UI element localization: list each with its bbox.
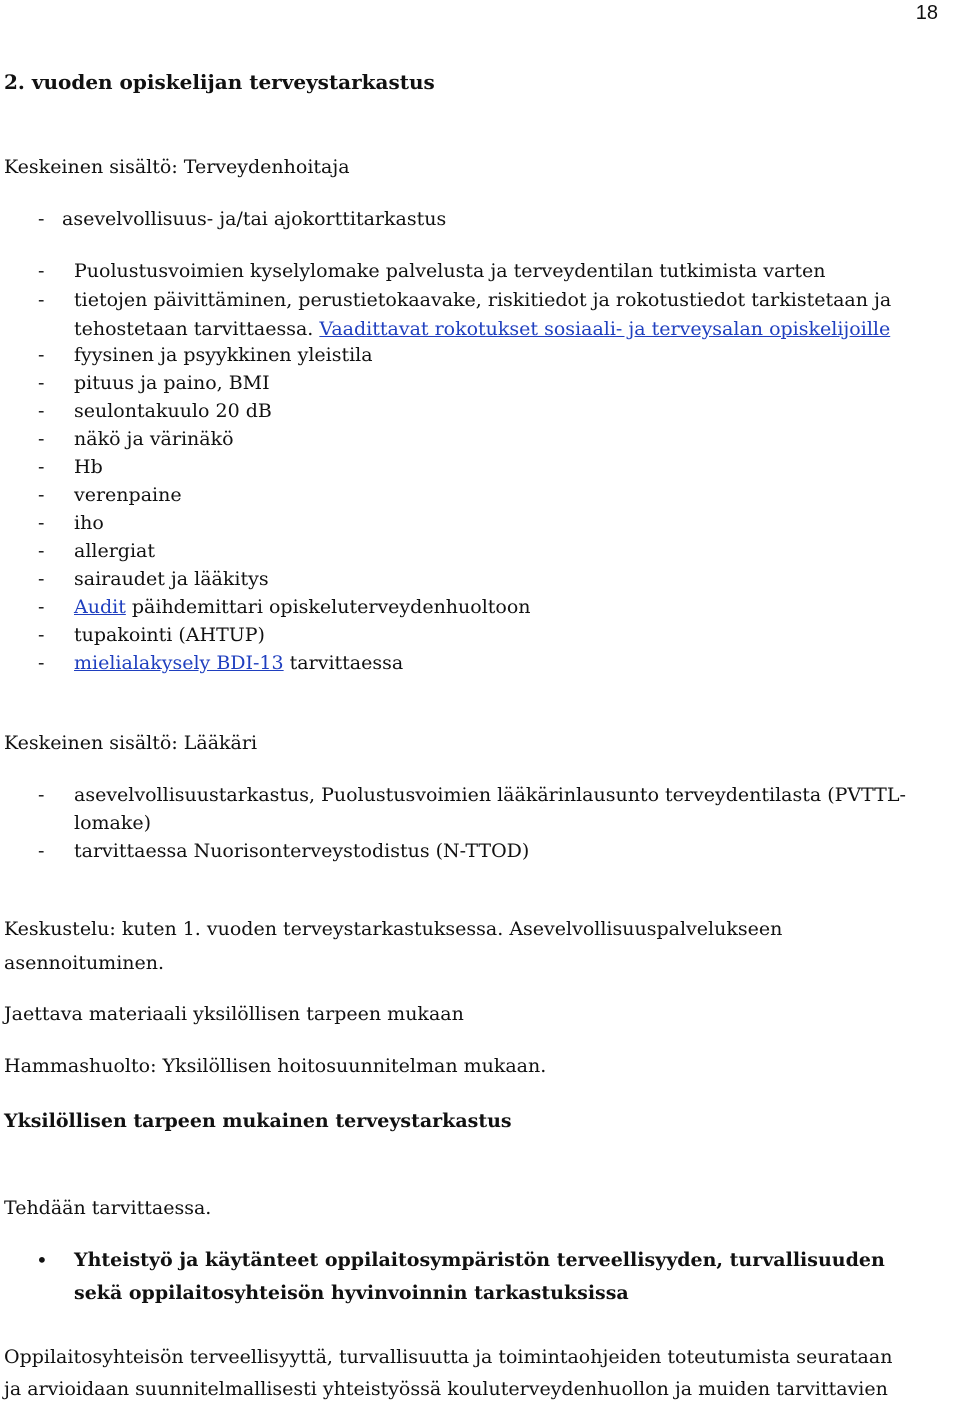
final-paragraph-line: Oppilaitosyhteisön terveellisyyttä, turvallisuutta ja toimintaohjeiden toteutumista seurataan	[4, 1346, 893, 1368]
list-dash: -	[38, 512, 45, 534]
page-title: 2. vuoden opiskelijan terveystarkastus	[4, 70, 435, 94]
list-item: iho	[74, 512, 104, 534]
list-dash: -	[38, 540, 45, 562]
list-dash: -	[38, 484, 45, 506]
list-dash: -	[38, 624, 45, 646]
vaccination-link[interactable]: Vaadittavat rokotukset sosiaali- ja terveysalan opiskelijoille	[319, 318, 891, 340]
list-item: fyysinen ja psyykkinen yleistila	[74, 344, 373, 366]
list-dash: -	[38, 208, 45, 230]
list-item: tupakointi (AHTUP)	[74, 624, 265, 646]
bdi-link[interactable]: mielialakysely BDI-13	[74, 652, 284, 674]
list-item: pituus ja paino, BMI	[74, 372, 270, 394]
list-dash: -	[38, 784, 45, 806]
dental-care-text: Hammashuolto: Yksilöllisen hoitosuunnitelman mukaan.	[4, 1055, 547, 1077]
list-item: Hb	[74, 456, 103, 478]
list-item: verenpaine	[74, 484, 182, 506]
list-dash: -	[38, 344, 45, 366]
material-text: Jaettava materiaali yksilöllisen tarpeen mukaan	[4, 1003, 464, 1025]
list-item: allergiat	[74, 540, 156, 562]
list-dash: -	[38, 568, 45, 590]
list-dash: -	[38, 652, 45, 674]
list-item: sairaudet ja lääkitys	[74, 568, 269, 590]
list-dash: -	[38, 840, 45, 862]
section-heading-doctor: Keskeinen sisältö: Lääkäri	[4, 732, 258, 754]
audit-link[interactable]: Audit	[74, 596, 126, 618]
list-item: Puolustusvoimien kyselylomake palvelusta ja terveydentilan tutkimista varten	[74, 260, 826, 282]
list-item: näkö ja värinäkö	[74, 428, 234, 450]
list-item-continuation: lomake)	[74, 812, 152, 834]
list-dash: -	[38, 400, 45, 422]
list-dash: -	[38, 289, 45, 311]
discussion-line: Keskustelu: kuten 1. vuoden terveystarkastuksessa. Asevelvollisuuspalvelukseen	[4, 918, 783, 940]
audit-text: päihdemittari opiskeluterveydenhuoltoon	[125, 596, 531, 618]
list-item-continuation	[74, 318, 890, 340]
list-item: asevelvollisuus- ja/tai ajokorttitarkastus	[62, 208, 447, 230]
bdi-text: tarvittaessa	[283, 652, 404, 674]
list-item: tarvittaessa Nuorisonterveystodistus (N-TTOD)	[74, 840, 530, 862]
final-paragraph-line: ja arvioidaan suunnitelmallisesti yhteistyössä kouluterveydenhuollon ja muiden tarvittavien	[4, 1378, 888, 1400]
list-item: tietojen päivittäminen, perustietokaavake, riskitiedot ja rokotustiedot tarkistetaan ja	[74, 289, 892, 311]
page-number: 18	[915, 2, 938, 24]
bullet-icon: •	[36, 1248, 48, 1272]
list-item	[74, 652, 403, 674]
section-heading-nurse: Keskeinen sisältö: Terveydenhoitaja	[4, 156, 350, 178]
bullet-heading-continuation: sekä oppilaitosyhteisön hyvinvoinnin tarkastuksissa	[74, 1282, 629, 1304]
continuation-text: tehostetaan tarvittaessa.	[74, 318, 320, 340]
list-dash: -	[38, 596, 45, 618]
list-item	[74, 596, 531, 618]
as-needed-text: Tehdään tarvittaessa.	[4, 1197, 212, 1219]
list-item: seulontakuulo 20 dB	[74, 400, 272, 422]
list-dash: -	[38, 428, 45, 450]
list-dash: -	[38, 456, 45, 478]
list-dash: -	[38, 260, 45, 282]
bullet-heading: Yhteistyö ja käytänteet oppilaitosympäristön terveellisyyden, turvallisuuden	[74, 1249, 885, 1271]
discussion-line: asennoituminen.	[4, 952, 165, 974]
list-item: asevelvollisuustarkastus, Puolustusvoimien lääkärinlausunto terveydentilasta (PVTTL-	[74, 784, 906, 806]
list-dash: -	[38, 372, 45, 394]
individual-check-heading: Yksilöllisen tarpeen mukainen terveystarkastus	[4, 1110, 512, 1132]
